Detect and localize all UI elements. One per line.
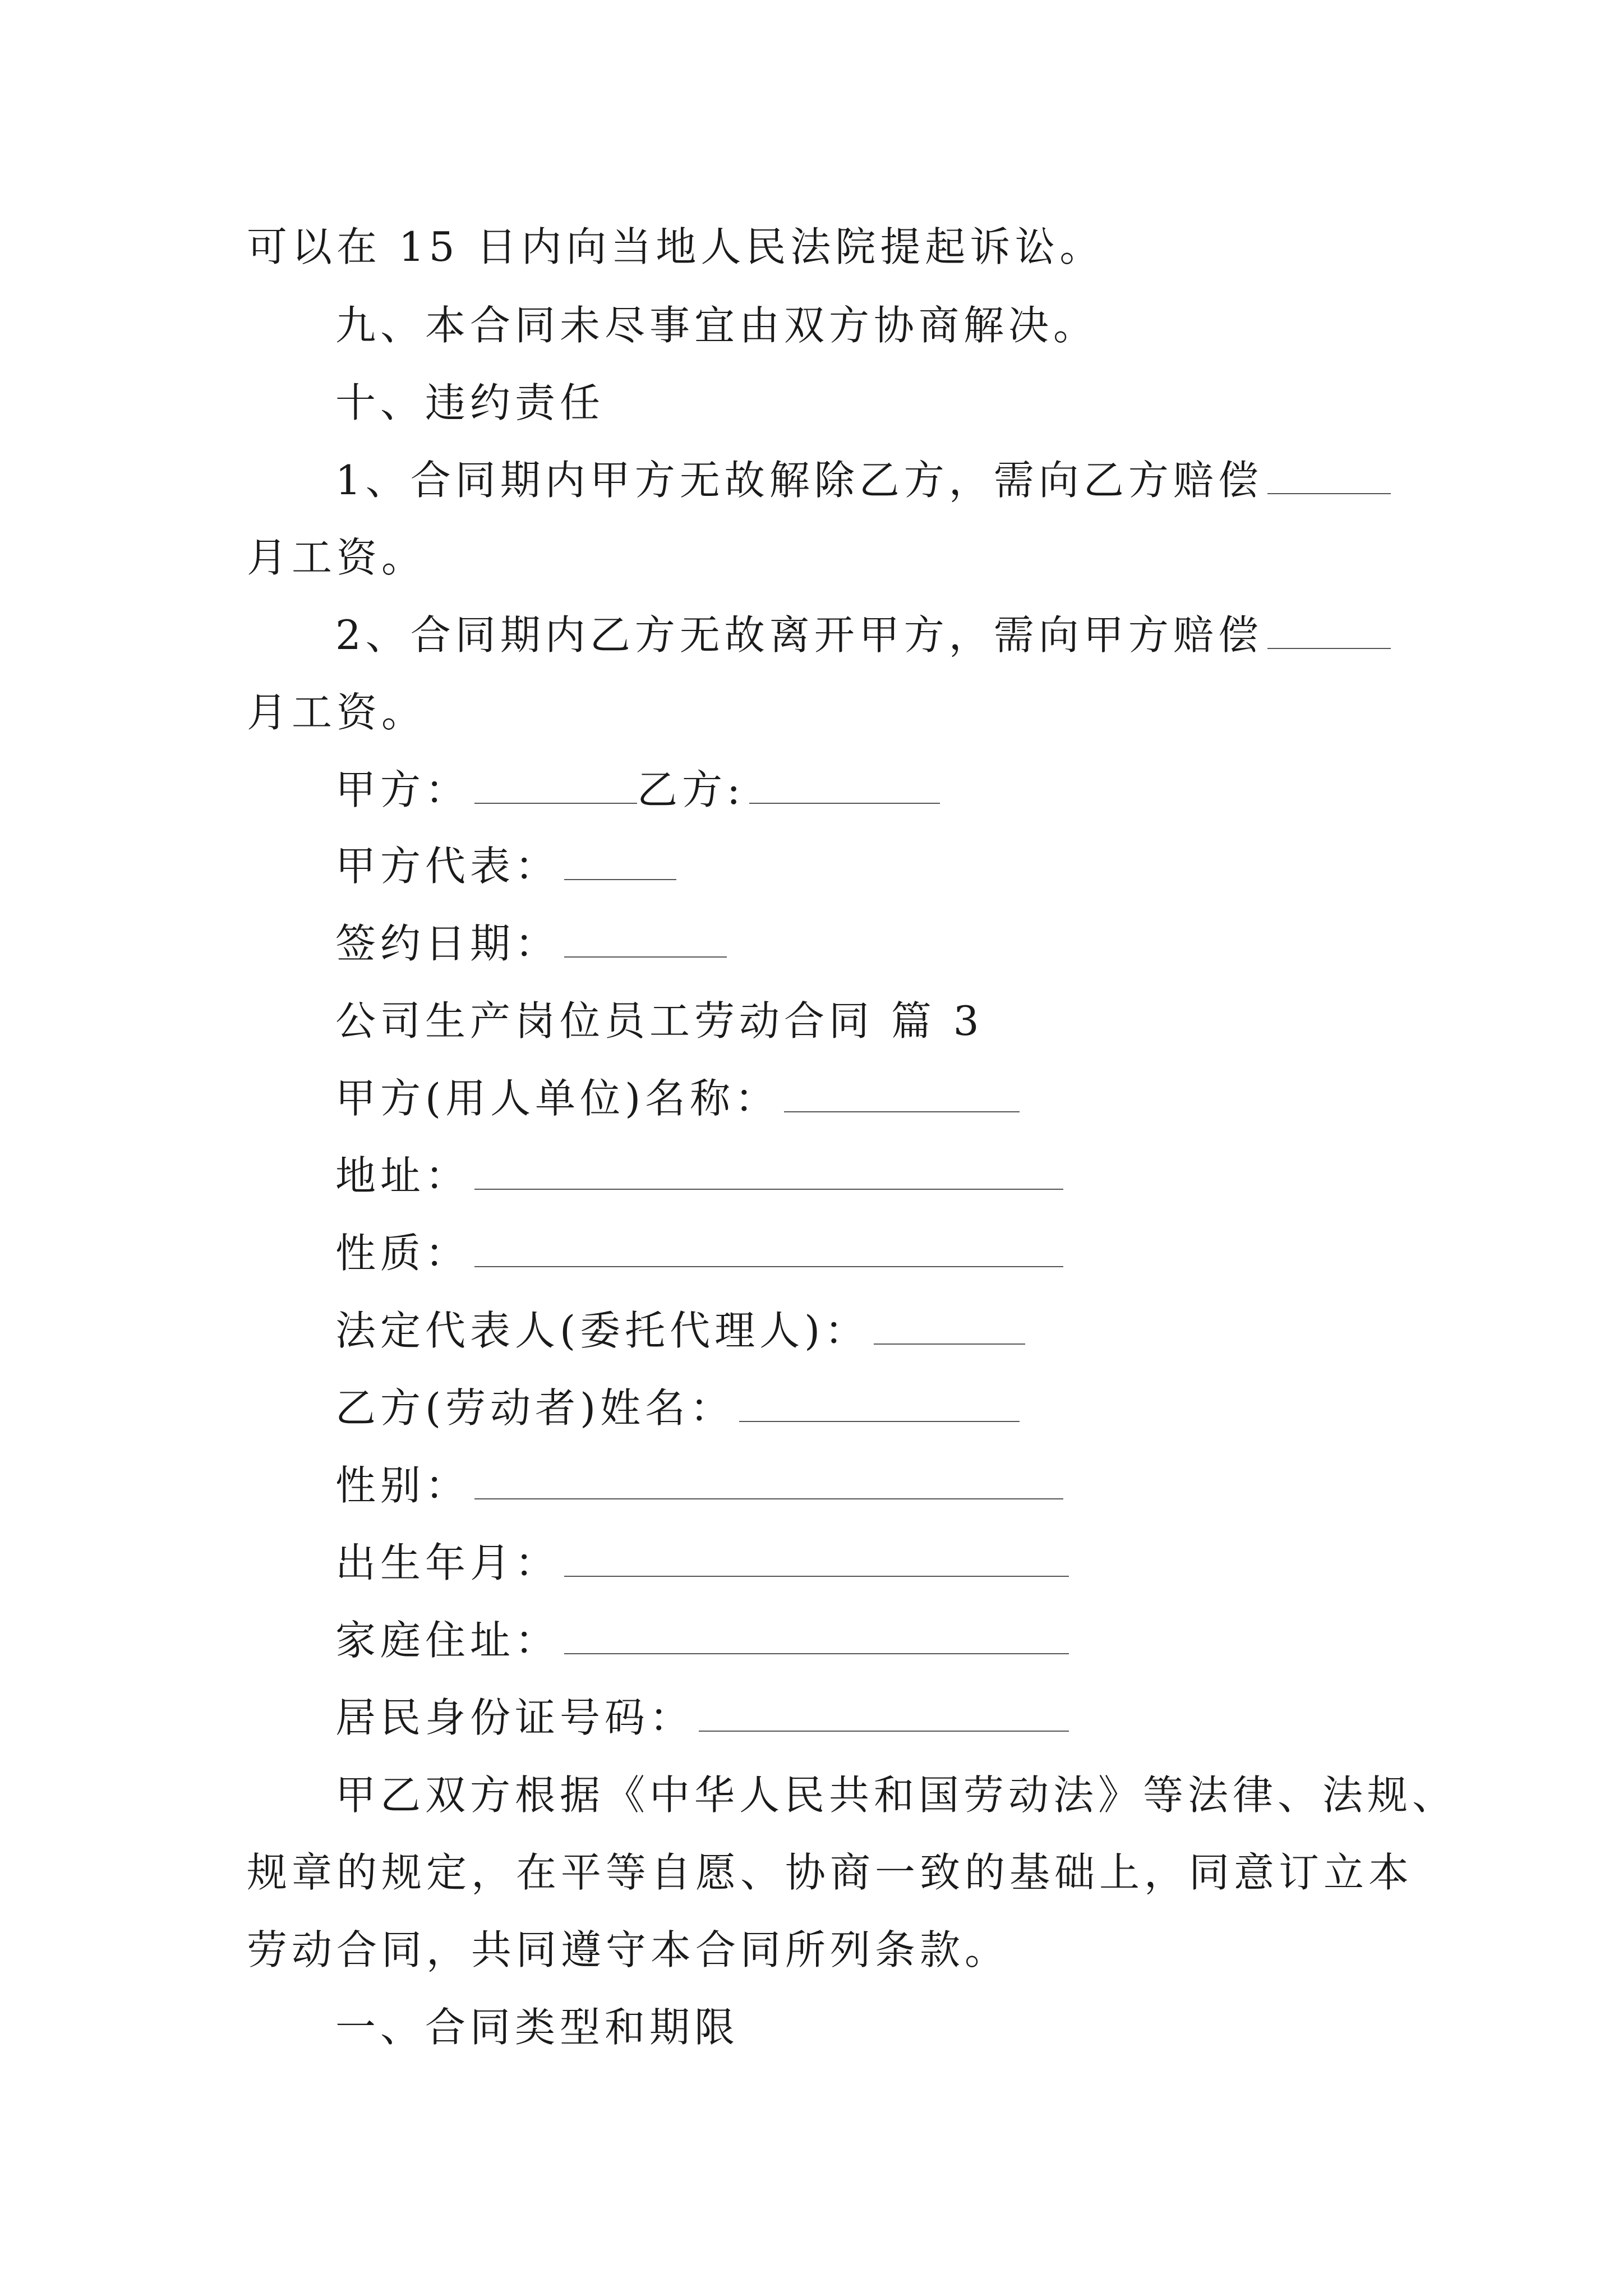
- blank-field[interactable]: [1267, 459, 1391, 494]
- employee-gender: [335, 1457, 1063, 1513]
- text-line: 2、合同期内乙方无故离开甲方，需向甲方赔偿: [335, 611, 1263, 659]
- text-line: 甲乙双方根据《中华人民共和国劳动法》等法律、法规、: [335, 1772, 1458, 1819]
- text-line: 公司生产岗位员工劳动合同 篇 3: [335, 997, 984, 1045]
- penalty-item-2: [335, 607, 1391, 663]
- home-address-field[interactable]: [564, 1619, 1069, 1654]
- employer-nature: [335, 1225, 1063, 1281]
- text-line: 签约日期：: [335, 920, 560, 967]
- text-line: 出生年月：: [335, 1539, 560, 1586]
- employer-name-field[interactable]: [784, 1078, 1020, 1112]
- employee-birth: [335, 1535, 1069, 1591]
- text-line: 性质：: [335, 1230, 471, 1277]
- text-line: 家庭住址：: [335, 1617, 560, 1664]
- party-b-label: 乙方:: [637, 766, 745, 813]
- text-line: 十、违约责任: [335, 379, 605, 426]
- text-line: 甲方(用人单位)名称：: [335, 1075, 780, 1122]
- signing-date-field[interactable]: [564, 923, 727, 958]
- text-line: 月工资。: [247, 689, 427, 736]
- penalty-item-1: [335, 452, 1391, 508]
- id-number-field[interactable]: [699, 1697, 1069, 1732]
- preamble-line-3: [247, 1922, 1009, 1978]
- text-line: 乙方(劳动者)姓名：: [335, 1384, 735, 1432]
- signing-date: [335, 915, 727, 972]
- penalty-item-2-cont: [247, 684, 426, 740]
- employer-address: [335, 1148, 1063, 1204]
- text-line: 劳动合同，共同遵守本合同所列条款。: [247, 1926, 1010, 1973]
- preamble-line-2: [247, 1844, 1413, 1901]
- contract-title: [335, 993, 984, 1049]
- address-field[interactable]: [474, 1155, 1063, 1190]
- blank-field[interactable]: [1267, 614, 1391, 649]
- employee-name-field[interactable]: [739, 1387, 1020, 1422]
- gender-field[interactable]: [474, 1465, 1063, 1499]
- signature-parties: [335, 762, 940, 818]
- representative-field[interactable]: [564, 845, 676, 880]
- text-line: 性别：: [335, 1462, 471, 1509]
- text-line: 可以在 15 日内向当地人民法院提起诉讼。: [247, 223, 1105, 270]
- clause-nine: [335, 297, 1098, 353]
- paragraph-line: [247, 219, 1104, 275]
- employee-id-number: [335, 1690, 1069, 1746]
- employer-name: [335, 1070, 1020, 1126]
- text-line: 九、本合同未尽事宜由双方协商解决。: [335, 302, 1099, 349]
- employee-name: [335, 1380, 1020, 1436]
- legal-representative-field[interactable]: [874, 1310, 1025, 1345]
- preamble-line-1: [335, 1767, 1457, 1823]
- text-line: 规章的规定，在平等自愿、协商一致的基础上，同意订立本: [247, 1849, 1414, 1896]
- clause-ten-heading: [335, 375, 605, 431]
- birth-field[interactable]: [564, 1542, 1069, 1577]
- text-line: 一、合同类型和期限: [335, 2004, 740, 2051]
- legal-representative: [335, 1303, 1025, 1359]
- party-a-label: 甲方：: [335, 766, 471, 813]
- nature-field[interactable]: [474, 1232, 1063, 1267]
- party-a-representative: [335, 838, 676, 894]
- text-line: 1、合同期内甲方无故解除乙方，需向乙方赔偿: [335, 457, 1263, 504]
- party-b-field[interactable]: [749, 769, 940, 804]
- text-line: 甲方代表：: [335, 843, 560, 890]
- employee-home-address: [335, 1612, 1069, 1668]
- text-line: 地址：: [335, 1152, 471, 1199]
- text-line: 居民身份证号码：: [335, 1694, 695, 1741]
- section-one-heading: [335, 1999, 739, 2055]
- text-line: 法定代表人(委托代理人)：: [335, 1307, 870, 1354]
- party-a-field[interactable]: [474, 769, 637, 804]
- penalty-item-1-cont: [247, 530, 426, 586]
- text-line: 月工资。: [247, 534, 427, 581]
